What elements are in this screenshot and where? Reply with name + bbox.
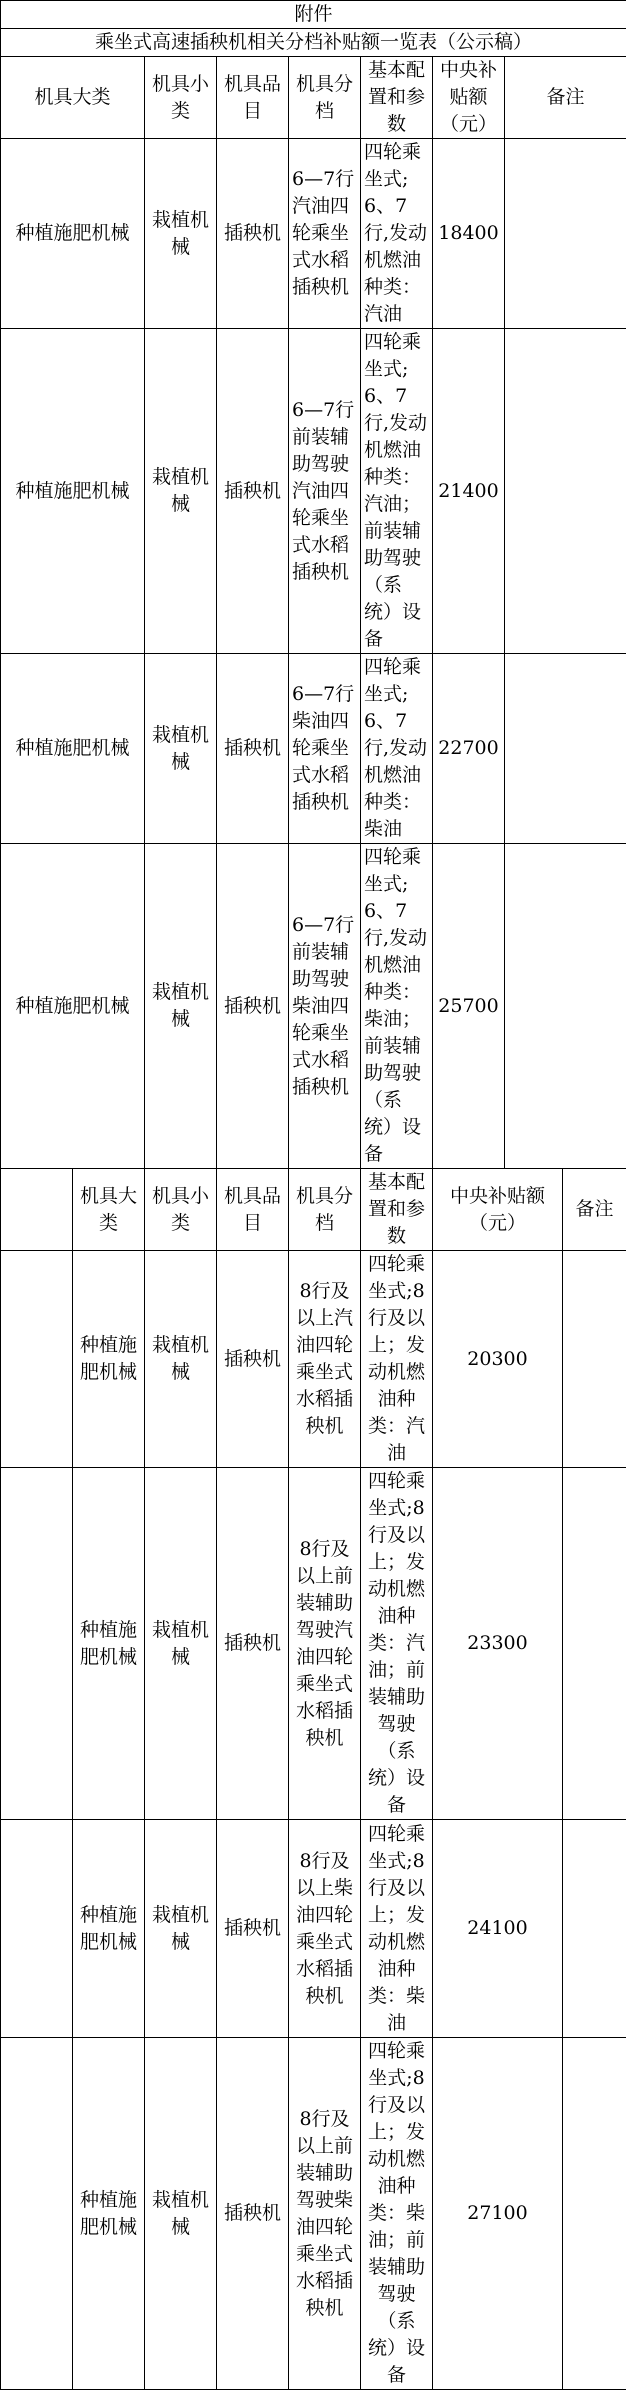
cell-subsidy: 20300 [433,1251,563,1468]
cell-note [505,844,626,1169]
table-row [1,1251,626,1468]
cell-major: 种植施肥机械 [1,844,145,1169]
header-grade: 机具分档 [289,1169,361,1251]
cell-subsidy: 21400 [433,329,505,654]
cell-subsidy: 27100 [433,2038,563,2390]
table-row [1,844,626,1169]
header-note: 备注 [505,57,626,139]
cell-major: 种植施肥机械 [73,2038,145,2390]
cell-grade: 6—7行柴油四轮乘坐式水稻插秧机 [289,654,361,844]
cell-config: 四轮乘坐式;6、7行,发动机燃油种类：汽油；前装辅助驾驶（系统）设备 [361,329,433,654]
cell-blank [1,1468,73,1820]
cell-subsidy: 23300 [433,1468,563,1820]
cell-major: 种植施肥机械 [1,139,145,329]
header-config: 基本配置和参数 [361,1169,433,1251]
cell-minor: 栽植机械 [145,1251,217,1468]
cell-note [563,1820,626,2038]
cell-major: 种植施肥机械 [1,654,145,844]
cell-major: 种植施肥机械 [73,1251,145,1468]
cell-subsidy: 25700 [433,844,505,1169]
cell-grade: 8行及以上柴油四轮乘坐式水稻插秧机 [289,1820,361,2038]
header-item: 机具品目 [217,1169,289,1251]
cell-minor: 栽植机械 [145,2038,217,2390]
cell-config: 四轮乘坐式;6、7行,发动机燃油种类：柴油 [361,654,433,844]
cell-note [563,1468,626,1820]
cell-config: 四轮乘坐式;8行及以上；发动机燃油种类：柴油；前装辅助驾驶（系统）设备 [361,2038,433,2390]
cell-note [563,2038,626,2390]
header-subsidy: 中央补贴额（元） [433,57,505,139]
table-row [1,654,626,844]
header-note: 备注 [563,1169,626,1251]
cell-item: 插秧机 [217,2038,289,2390]
cell-config: 四轮乘坐式;6、7行,发动机燃油种类：汽油 [361,139,433,329]
header-config: 基本配置和参数 [361,57,433,139]
cell-note [563,1251,626,1468]
cell-major: 种植施肥机械 [1,329,145,654]
document-title: 乘坐式高速插秧机相关分档补贴额一览表（公示稿） [1,29,626,57]
header-blank [1,1169,73,1251]
cell-item: 插秧机 [217,1820,289,2038]
cell-config: 四轮乘坐式;8行及以上；发动机燃油种类：柴油 [361,1820,433,2038]
header-item: 机具品目 [217,57,289,139]
table-row [1,139,626,329]
cell-major: 种植施肥机械 [73,1468,145,1820]
attachment-label: 附件 [1,1,626,29]
table-row [1,1820,626,2038]
header-grade: 机具分档 [289,57,361,139]
header-major: 机具大类 [1,57,145,139]
cell-minor: 栽植机械 [145,329,217,654]
header-minor: 机具小类 [145,57,217,139]
cell-note [505,654,626,844]
cell-grade: 8行及以上前装辅助驾驶汽油四轮乘坐式水稻插秧机 [289,1468,361,1820]
header-subsidy: 中央补贴额（元） [433,1169,563,1251]
cell-note [505,139,626,329]
cell-grade: 6—7行汽油四轮乘坐式水稻插秧机 [289,139,361,329]
cell-item: 插秧机 [217,844,289,1169]
cell-grade: 8行及以上汽油四轮乘坐式水稻插秧机 [289,1251,361,1468]
table-row [1,329,626,654]
cell-item: 插秧机 [217,139,289,329]
cell-config: 四轮乘坐式;8行及以上；发动机燃油种类：汽油；前装辅助驾驶（系统）设备 [361,1468,433,1820]
cell-subsidy: 18400 [433,139,505,329]
table-row [1,1468,626,1820]
header-minor: 机具小类 [145,1169,217,1251]
cell-blank [1,1251,73,1468]
cell-item: 插秧机 [217,1251,289,1468]
cell-minor: 栽植机械 [145,1820,217,2038]
cell-subsidy: 24100 [433,1820,563,2038]
cell-minor: 栽植机械 [145,1468,217,1820]
cell-subsidy: 22700 [433,654,505,844]
cell-item: 插秧机 [217,1468,289,1820]
cell-blank [1,1820,73,2038]
cell-minor: 栽植机械 [145,139,217,329]
cell-minor: 栽植机械 [145,844,217,1169]
cell-config: 四轮乘坐式;8行及以上；发动机燃油种类：汽油 [361,1251,433,1468]
header-major: 机具大类 [73,1169,145,1251]
cell-major: 种植施肥机械 [73,1820,145,2038]
cell-note [505,329,626,654]
cell-item: 插秧机 [217,329,289,654]
cell-grade: 8行及以上前装辅助驾驶柴油四轮乘坐式水稻插秧机 [289,2038,361,2390]
cell-grade: 6—7行前装辅助驾驶柴油四轮乘坐式水稻插秧机 [289,844,361,1169]
table-row [1,2038,626,2390]
cell-grade: 6—7行前装辅助驾驶汽油四轮乘坐式水稻插秧机 [289,329,361,654]
cell-item: 插秧机 [217,654,289,844]
cell-blank [1,2038,73,2390]
cell-config: 四轮乘坐式;6、7行,发动机燃油种类：柴油；前装辅助驾驶（系统）设备 [361,844,433,1169]
cell-minor: 栽植机械 [145,654,217,844]
